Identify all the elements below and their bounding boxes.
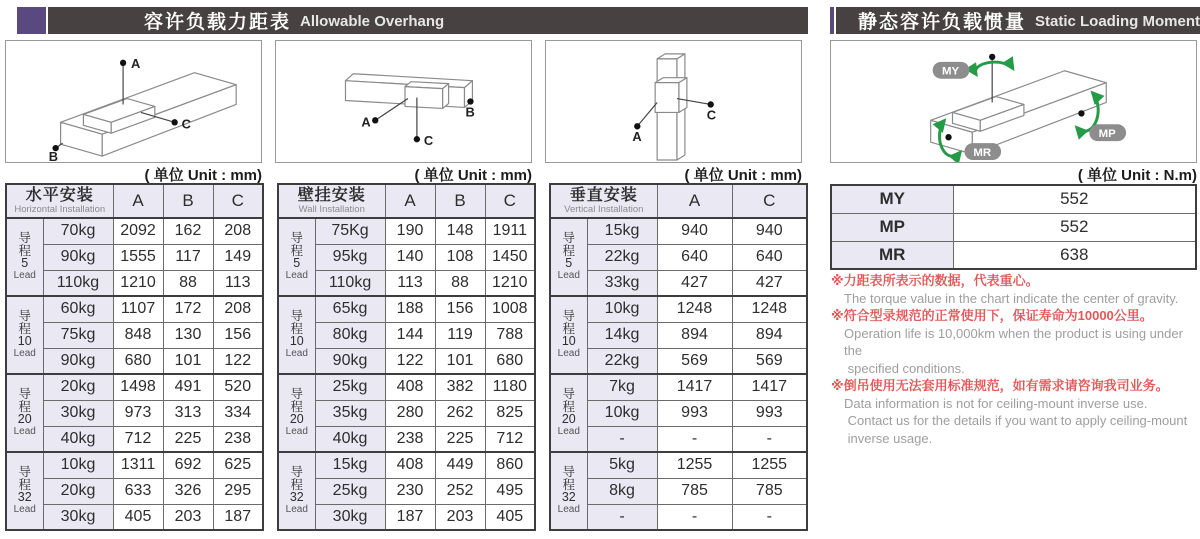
weight-cell: 90kg	[43, 348, 113, 374]
moment-table-container	[830, 184, 1197, 270]
table-row	[6, 244, 263, 270]
value-cell: 1255	[657, 452, 732, 478]
point-c-label: C	[423, 133, 434, 149]
value-cell: 785	[732, 478, 807, 504]
value-cell: 225	[163, 426, 213, 452]
value-cell: 1248	[657, 296, 732, 322]
note-english: The torque value in the chart indicate the center of gravity.	[844, 290, 1179, 306]
lead-cell: 导 程 32 Lead	[278, 452, 315, 530]
value-cell: 101	[163, 348, 213, 374]
value-cell: 449	[435, 452, 485, 478]
table-row	[6, 348, 263, 374]
horizontal-installation-diagram	[5, 40, 262, 163]
value-cell: 712	[485, 426, 535, 452]
column-header-a: A	[385, 184, 435, 218]
value-cell: 894	[657, 322, 732, 348]
table-header-row	[550, 184, 807, 218]
table-row	[6, 374, 263, 400]
value-cell: 313	[163, 400, 213, 426]
lead-cell: 导 程 5 Lead	[6, 218, 43, 296]
value-cell: 252	[435, 478, 485, 504]
vertical-table-container	[549, 183, 808, 531]
weight-cell: 14kg	[587, 322, 657, 348]
value-cell: 520	[213, 374, 263, 400]
value-cell: 122	[385, 348, 435, 374]
purple-accent-square	[17, 7, 46, 34]
value-cell: 113	[385, 270, 435, 296]
value-cell: 262	[435, 400, 485, 426]
point-a-label: A	[632, 129, 642, 145]
value-cell: 785	[657, 478, 732, 504]
table-row	[6, 478, 263, 504]
table-row	[6, 322, 263, 348]
value-cell: 225	[435, 426, 485, 452]
table-header-row	[6, 184, 263, 218]
moment-title-cn: 静态容许负载惯量	[857, 12, 1026, 33]
note-chinese: ※倒吊使用无法套用标准规范，如有需求请咨询我司业务。	[831, 378, 1169, 393]
value-cell: 119	[435, 322, 485, 348]
value-cell: 1210	[113, 270, 163, 296]
value-cell: 88	[435, 270, 485, 296]
moment-title-en: Static Loading Moment	[1035, 13, 1200, 30]
weight-cell: 75kg	[43, 322, 113, 348]
moment-label: MY	[831, 185, 953, 213]
value-cell: 156	[213, 322, 263, 348]
lead-cell: 导 程 10 Lead	[278, 296, 315, 374]
value-cell: 973	[113, 400, 163, 426]
table-row	[6, 452, 263, 478]
column-header-c: C	[485, 184, 535, 218]
wall-table-container	[277, 183, 536, 531]
value-cell: 117	[163, 244, 213, 270]
value-cell: 427	[732, 270, 807, 296]
value-cell: 187	[213, 504, 263, 530]
table-row	[550, 348, 807, 374]
weight-cell: 35kg	[315, 400, 385, 426]
value-cell: 1450	[485, 244, 535, 270]
weight-cell: 7kg	[587, 374, 657, 400]
table-row	[6, 270, 263, 296]
value-cell: 238	[385, 426, 435, 452]
value-cell: 208	[213, 296, 263, 322]
value-cell: 295	[213, 478, 263, 504]
note-english: Contact us for the details if you want to apply ceiling-mount	[844, 413, 1188, 428]
table-row	[6, 400, 263, 426]
lead-cell: 导 程 20 Lead	[6, 374, 43, 452]
value-cell: 122	[213, 348, 263, 374]
note-english: inverse usage.	[844, 430, 933, 446]
weight-cell: 25kg	[315, 478, 385, 504]
value-cell: 1555	[113, 244, 163, 270]
point-b-label: B	[48, 149, 59, 162]
value-cell: 569	[732, 348, 807, 374]
moment-value: 552	[953, 213, 1196, 241]
value-cell: 334	[213, 400, 263, 426]
value-cell: 140	[385, 244, 435, 270]
moment-header-bar	[830, 7, 1200, 34]
weight-cell: 60kg	[43, 296, 113, 322]
weight-cell: 75Kg	[315, 218, 385, 244]
weight-cell: 22kg	[587, 348, 657, 374]
value-cell: 692	[163, 452, 213, 478]
weight-cell: 30kg	[43, 400, 113, 426]
value-cell: 162	[163, 218, 213, 244]
weight-cell: 25kg	[315, 374, 385, 400]
moment-value: 552	[953, 185, 1196, 213]
value-cell: 993	[732, 400, 807, 426]
value-cell: 1498	[113, 374, 163, 400]
value-cell: 208	[213, 218, 263, 244]
lead-cell: 导 程 20 Lead	[550, 374, 587, 452]
table-row	[278, 218, 535, 244]
value-cell: 88	[163, 270, 213, 296]
value-cell: 326	[163, 478, 213, 504]
value-cell: 712	[113, 426, 163, 452]
value-cell: 149	[213, 244, 263, 270]
value-cell: 491	[163, 374, 213, 400]
column-header-b: B	[435, 184, 485, 218]
mr-badge-label: MR	[973, 147, 992, 160]
overhang-title-cn: 容许负载力距表	[144, 12, 292, 33]
weight-cell: 5kg	[587, 452, 657, 478]
table-row	[6, 504, 263, 530]
weight-cell: -	[587, 504, 657, 530]
lead-cell: 导 程 32 Lead	[6, 452, 43, 530]
my-badge-label: MY	[941, 65, 960, 78]
weight-cell: 40kg	[43, 426, 113, 452]
horizontal-actuator-icon	[6, 41, 261, 162]
table-row	[278, 322, 535, 348]
moment-value: 638	[953, 241, 1196, 269]
weight-cell: 30kg	[315, 504, 385, 530]
column-header-c: C	[732, 184, 807, 218]
note-english: Data information is not for ceiling-mount inverse use.	[844, 395, 1148, 411]
value-cell: 101	[435, 348, 485, 374]
lead-cell: 导 程 32 Lead	[550, 452, 587, 530]
table-row	[278, 374, 535, 400]
unit-label-nm: ( 单位 Unit : N.m)	[1077, 167, 1197, 184]
weight-cell: 90kg	[43, 244, 113, 270]
overhang-title-en: Allowable Overhang	[300, 13, 445, 30]
table-row	[278, 296, 535, 322]
value-cell: 230	[385, 478, 435, 504]
value-cell: 382	[435, 374, 485, 400]
note-english: Operation life is 10,000km when the product is using under the	[844, 325, 1187, 358]
value-cell: 172	[163, 296, 213, 322]
table-header-row	[278, 184, 535, 218]
overhang-table	[549, 183, 808, 531]
value-cell: 680	[485, 348, 535, 374]
value-cell: -	[657, 504, 732, 530]
table-row	[550, 504, 807, 530]
weight-cell: 15kg	[587, 218, 657, 244]
lead-cell: 导 程 10 Lead	[6, 296, 43, 374]
weight-cell: -	[587, 426, 657, 452]
weight-cell: 10kg	[587, 296, 657, 322]
installation-header: 垂直安装 Vertical Installation	[550, 184, 657, 218]
value-cell: 680	[113, 348, 163, 374]
moment-row	[831, 241, 1196, 269]
value-cell: 144	[385, 322, 435, 348]
moment-table	[830, 184, 1197, 270]
value-cell: 860	[485, 452, 535, 478]
point-a-label: A	[131, 55, 141, 71]
weight-cell: 15kg	[315, 452, 385, 478]
value-cell: 993	[657, 400, 732, 426]
value-cell: 1107	[113, 296, 163, 322]
unit-labels	[5, 164, 802, 185]
value-cell: 405	[113, 504, 163, 530]
lead-cell: 导 程 20 Lead	[278, 374, 315, 452]
table-row	[278, 478, 535, 504]
weight-cell: 90kg	[315, 348, 385, 374]
lead-cell: 导 程 5 Lead	[278, 218, 315, 296]
table-row	[550, 270, 807, 296]
weight-cell: 20kg	[43, 478, 113, 504]
value-cell: 156	[435, 296, 485, 322]
point-b-label: B	[465, 104, 475, 120]
value-cell: 940	[657, 218, 732, 244]
value-cell: 1210	[485, 270, 535, 296]
table-row	[6, 296, 263, 322]
mp-badge-label: MP	[1098, 128, 1116, 141]
weight-cell: 70kg	[43, 218, 113, 244]
value-cell: -	[732, 504, 807, 530]
value-cell: 1911	[485, 218, 535, 244]
vertical-installation-diagram	[545, 40, 802, 163]
weight-cell: 30kg	[43, 504, 113, 530]
value-cell: 894	[732, 322, 807, 348]
moment-diagram	[830, 40, 1197, 163]
value-cell: 280	[385, 400, 435, 426]
column-header-a: A	[657, 184, 732, 218]
installation-diagrams	[5, 40, 802, 163]
value-cell: 940	[732, 218, 807, 244]
value-cell: 408	[385, 452, 435, 478]
value-cell: 1180	[485, 374, 535, 400]
table-row	[278, 244, 535, 270]
table-row	[550, 322, 807, 348]
moment-row	[831, 185, 1196, 213]
table-row	[278, 504, 535, 530]
horizontal-table-container	[5, 183, 264, 531]
table-row	[550, 374, 807, 400]
weight-cell: 65kg	[315, 296, 385, 322]
value-cell: 405	[485, 504, 535, 530]
weight-cell: 95kg	[315, 244, 385, 270]
table-row	[278, 270, 535, 296]
weight-cell: 22kg	[587, 244, 657, 270]
weight-cell: 10kg	[43, 452, 113, 478]
point-a-label: A	[361, 114, 371, 130]
value-cell: 203	[163, 504, 213, 530]
unit-label-mm: ( 单位 Unit : mm)	[414, 167, 532, 184]
point-c-label: C	[706, 107, 717, 123]
table-row	[278, 426, 535, 452]
value-cell: 640	[732, 244, 807, 270]
table-row	[550, 400, 807, 426]
value-cell: 825	[485, 400, 535, 426]
overhang-header-bar	[17, 7, 808, 34]
value-cell: 190	[385, 218, 435, 244]
value-cell: 495	[485, 478, 535, 504]
weight-cell: 20kg	[43, 374, 113, 400]
value-cell: 188	[385, 296, 435, 322]
value-cell: 113	[213, 270, 263, 296]
weight-cell: 40kg	[315, 426, 385, 452]
column-header-b: B	[163, 184, 213, 218]
point-c-label: C	[181, 116, 191, 132]
value-cell: 633	[113, 478, 163, 504]
value-cell: -	[657, 426, 732, 452]
weight-cell: 33kg	[587, 270, 657, 296]
table-row	[278, 400, 535, 426]
table-row	[550, 426, 807, 452]
value-cell: 1417	[657, 374, 732, 400]
weight-cell: 110kg	[315, 270, 385, 296]
table-row	[550, 218, 807, 244]
value-cell: 625	[213, 452, 263, 478]
value-cell: 1248	[732, 296, 807, 322]
value-cell: 130	[163, 322, 213, 348]
vertical-actuator-icon	[546, 41, 801, 162]
value-cell: 408	[385, 374, 435, 400]
table-row	[550, 296, 807, 322]
weight-cell: 80kg	[315, 322, 385, 348]
installation-header: 壁挂安装 Wall Installation	[278, 184, 385, 218]
unit-label-mm: ( 单位 Unit : mm)	[144, 167, 262, 184]
value-cell: 640	[657, 244, 732, 270]
weight-cell: 8kg	[587, 478, 657, 504]
value-cell: 1255	[732, 452, 807, 478]
wall-actuator-icon	[276, 41, 531, 162]
footnotes	[831, 272, 1200, 447]
note-english: specified conditions.	[844, 360, 965, 376]
value-cell: 108	[435, 244, 485, 270]
value-cell: 187	[385, 504, 435, 530]
moment-actuator-icon	[831, 41, 1196, 162]
value-cell: 238	[213, 426, 263, 452]
column-header-a: A	[113, 184, 163, 218]
table-row	[550, 244, 807, 270]
table-row	[6, 218, 263, 244]
value-cell: -	[732, 426, 807, 452]
weight-cell: 10kg	[587, 400, 657, 426]
table-row	[550, 452, 807, 478]
wall-installation-diagram	[275, 40, 532, 163]
value-cell: 848	[113, 322, 163, 348]
table-row	[550, 478, 807, 504]
moment-label: MP	[831, 213, 953, 241]
overhang-table	[277, 183, 536, 531]
table-row	[278, 452, 535, 478]
moment-row	[831, 213, 1196, 241]
value-cell: 788	[485, 322, 535, 348]
note-chinese: ※力距表所表示的数据，代表重心。	[831, 273, 1039, 288]
overhang-table	[5, 183, 264, 531]
value-cell: 1008	[485, 296, 535, 322]
lead-cell: 导 程 10 Lead	[550, 296, 587, 374]
value-cell: 1311	[113, 452, 163, 478]
overhang-tables	[5, 183, 808, 531]
column-header-c: C	[213, 184, 263, 218]
value-cell: 148	[435, 218, 485, 244]
installation-header: 水平安装 Horizontal Installation	[6, 184, 113, 218]
weight-cell: 110kg	[43, 270, 113, 296]
table-row	[6, 426, 263, 452]
value-cell: 203	[435, 504, 485, 530]
moment-label: MR	[831, 241, 953, 269]
note-chinese: ※符合型录规范的正常使用下，保证寿命为10000公里。	[831, 308, 1153, 323]
value-cell: 2092	[113, 218, 163, 244]
unit-label-mm: ( 单位 Unit : mm)	[684, 167, 802, 184]
value-cell: 1417	[732, 374, 807, 400]
table-row	[278, 348, 535, 374]
value-cell: 569	[657, 348, 732, 374]
lead-cell: 导 程 5 Lead	[550, 218, 587, 296]
value-cell: 427	[657, 270, 732, 296]
